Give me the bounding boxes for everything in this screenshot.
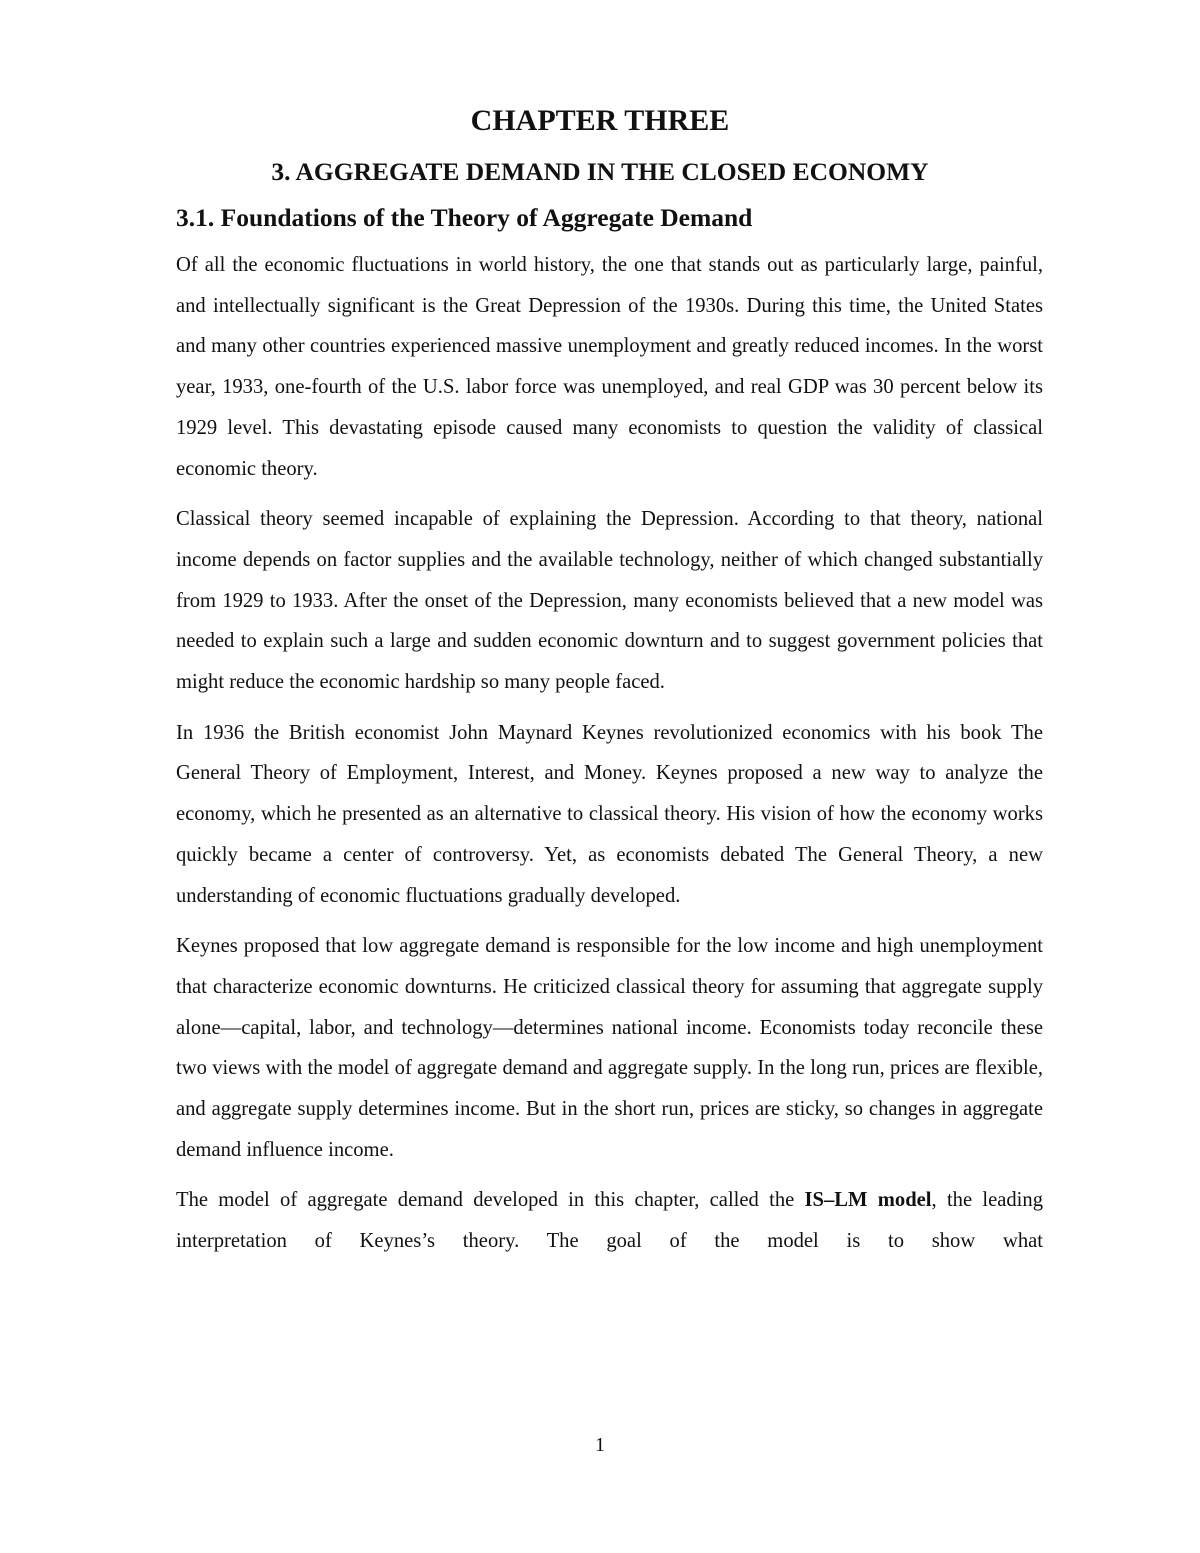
paragraph-5-text-before: The model of aggregate demand developed in this chapter, called the	[176, 1189, 805, 1212]
paragraph-3: In 1936 the British economist John Maynard Keynes revolutionized economics with his book The General Theory of Employment, Interest, and Money. Keynes proposed a new way to analyze the economy, which he presented as an alternative to classical theory. His vision of how the economy works quickly became a center of controversy. Yet, as economists debated The General Theory, a new understanding of economic fluctuations gradually developed.	[176, 721, 1043, 907]
page-number: 1	[595, 1434, 605, 1456]
section-title: 3. AGGREGATE DEMAND IN THE CLOSED ECONOMY	[271, 157, 929, 186]
is-lm-model-term: IS–LM model	[804, 1189, 932, 1212]
subsection-title: 3.1. Foundations of the Theory of Aggregate Demand	[176, 203, 753, 232]
paragraph-4: Keynes proposed that low aggregate demand is responsible for the low income and high unemployment that characterize economic downturns. He criticized classical theory for assuming that aggregate supply alone—capital, labor, and technology—determines national income. Economists today reconcile these two views with the model of aggregate demand and aggregate supply. In the long run, prices are flexible, and aggregate supply determines income. But in the short run, prices are sticky, so changes in aggregate demand influence income.	[176, 935, 1043, 1161]
body-text	[176, 245, 1043, 1272]
paragraph-5-text-after: , the leading interpretation of Keynes’s theory. The goal of the model is to show what	[176, 1189, 1043, 1253]
chapter-title: CHAPTER THREE	[470, 104, 730, 137]
paragraph-1: Of all the economic fluctuations in world history, the one that stands out as particularly large, painful, and intellectually significant is the Great Depression of the 1930s. During this time, the United States and many other countries experienced massive unemployment and greatly reduced incomes. In the worst year, 1933, one-fourth of the U.S. labor force was unemployed, and real GDP was 30 percent below its 1929 level. This devastating episode caused many economists to question the validity of classical economic theory.	[176, 254, 1043, 480]
paragraph-2: Classical theory seemed incapable of explaining the Depression. According to that theory, national income depends on factor supplies and the available technology, neither of which changed substantially from 1929 to 1933. After the onset of the Depression, many economists believed that a new model was needed to explain such a large and sudden economic downturn and to suggest government policies that might reduce the economic hardship so many people faced.	[176, 508, 1043, 694]
paragraph-5	[176, 1180, 1043, 1261]
